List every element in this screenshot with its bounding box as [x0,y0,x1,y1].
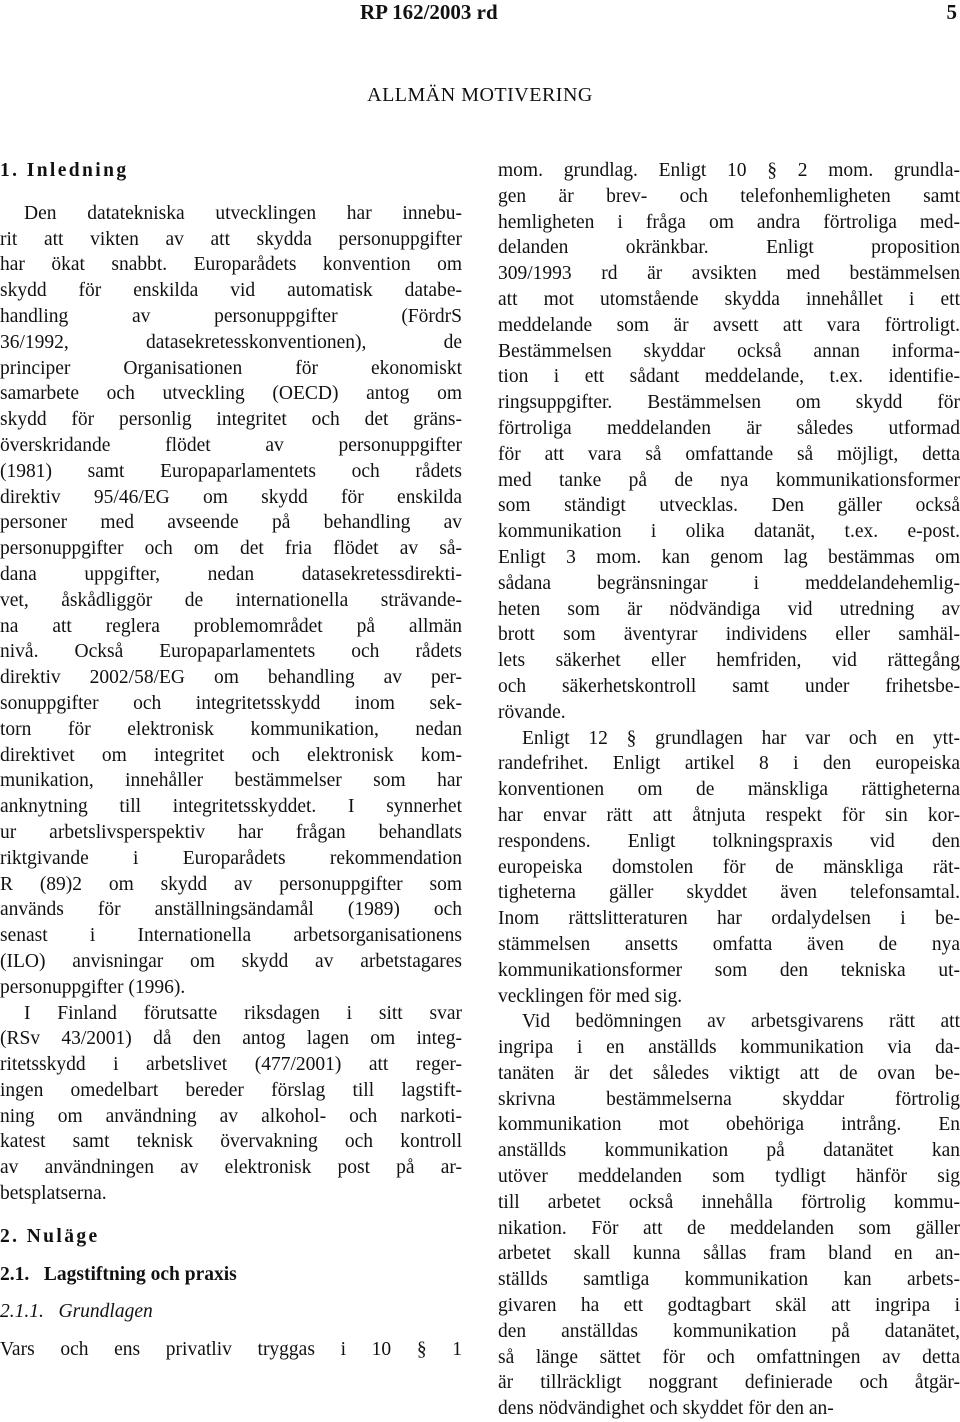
text-line: sådana begränsningar i meddelandehemlig- [498,572,960,594]
text-line: överskridande flödet av personuppgifter [0,434,462,456]
text-line: och säkerhetskontroll samt under frihetsbe- [498,675,960,697]
text-line: för att vara så omfattande så möjligt, detta [498,443,960,465]
text-line: hemligheten i fråga om andra förtroliga med- [498,211,960,233]
right-column [498,158,960,1422]
text-line: skydd för enskilda vid automatisk databe- [0,280,462,302]
paragraph-arbetsgivare [498,1009,960,1422]
text-line: mom. grundlag. Enligt 10 § 2 mom. grundla- [498,160,960,181]
text-line: rövande. [498,701,566,723]
text-line: 309/1993 rd är avsikten med bestämmelsen [498,263,960,285]
subsection-heading-lagstiftning: 2.1. Lagstiftning och praxis [0,1263,237,1285]
text-line: ingen omedelbart bereder förslag till lagstift- [0,1079,462,1101]
text-line: skydd för personlig integritet och det gräns- [0,409,462,431]
text-line: att mot utomstående skydda innehållet i ett [498,288,960,310]
text-line: brott som äventyrar individens eller samhäl- [498,624,960,646]
page-number: 5 [946,0,957,24]
text-line: (RSv 43/2001) då den antog lagen om integ- [0,1028,462,1050]
text-line: na att reglera problemområdet på allmän [0,615,462,637]
text-line: Inom rättslitteraturen har ordalydelsen i be- [498,908,960,930]
text-line: till arbetet också innehålla förtrolig kommu- [498,1191,960,1213]
text-line: Bestämmelsen skyddar också annan informa- [498,340,960,362]
text-line: Enligt 3 mom. kan genom lag bestämmas om [498,546,960,568]
text-line: Den datatekniska utvecklingen har innebu- [24,202,462,224]
text-line: den anställdas kommunikation på datanätet, [498,1320,960,1342]
subsection-heading-grundlagen: 2.1.1. Grundlagen [0,1301,153,1323]
text-line: rit att vikten av att skydda personuppgifter [0,228,462,250]
text-line: europeiska domstolen för de mänskliga rät- [498,856,960,878]
text-line: dana uppgifter, nedan datasekretessdirekti- [0,563,462,585]
document-id: RP 162/2003 rd [360,0,498,24]
text-line: med tanke på de nya kommunikationsformer [498,469,960,491]
text-line: betsplatserna. [0,1183,107,1205]
paragraph-privatliv [0,1337,462,1363]
text-line: givaren ha ett godtagbart skäl att ingripa i [498,1295,960,1317]
text-line: kommunikation mot obehöriga intrång. En [498,1114,960,1136]
text-line: kommunikation i olika datanät, t.ex. e-post. [498,521,960,543]
left-column [0,158,462,1363]
text-line: katest samt teknisk övervakning och kontroll [0,1131,462,1153]
text-line: är tillräckligt noggrant definierade och åtgär- [498,1372,960,1394]
text-line: Vars och ens privatliv tryggas i 10 § 1 [0,1339,462,1361]
text-line: respondens. Enligt tolkningspraxis vid den [498,830,960,852]
text-line: ur arbetslivsperspektiv har frågan behandlats [0,821,462,843]
text-line: nivå. Också Europaparlamentets och rådets [0,641,462,663]
text-line: ställds samtliga kommunikation kan arbets- [498,1269,960,1291]
text-line: ritetsskydd i arbetslivet (477/2001) att reger- [0,1054,462,1076]
text-line: kommunikationsformer som den tekniska ut- [498,959,960,981]
text-line: har envar rätt att åtnjuta respekt för sin kor- [498,804,960,826]
text-line: som ständigt utvecklas. Den gäller också [498,495,960,517]
text-line: förtroliga meddelanden är således utformad [498,417,960,439]
text-line: konventionen om de mänskliga rättigheterna [498,779,960,801]
text-line: riktgivande i Europarådets rekommendation [0,847,462,869]
text-line: utöver meddelanden som tydligt hänför sig [498,1166,960,1188]
text-line: meddelande som är avsett att vara förtroligt. [498,314,960,336]
text-line: skrivna bestämmelserna skyddar förtrolig [498,1088,960,1110]
paragraph-intro [0,201,462,1001]
text-line: vet, åskådliggör de internationella strävande- [0,589,462,611]
text-line: arbetet skall kunna sållas fram bland en an- [498,1243,960,1265]
text-line: tigheterna gäller skyddet även telefonsamtal. [498,882,960,904]
text-line: I Finland förutsatte riksdagen i sitt svar [24,1002,462,1024]
text-line: heten som är nödvändiga vid utredning av [498,598,960,620]
paragraph-grundlag [498,158,960,726]
text-line: Vid bedömningen av arbetsgivarens rätt att [522,1011,960,1033]
text-line: Enligt 12 § grundlagen har var och en ytt- [522,727,960,749]
text-line: 36/1992, datasekretesskonventionen), de [0,331,462,353]
text-line: vecklingen för med sig. [498,985,683,1007]
text-line: senast i Internationella arbetsorganisationens [0,925,462,947]
text-line: direktiv 95/46/EG om skydd för enskilda [0,486,462,508]
text-line: direktivet om integritet och elektronisk kom- [0,744,462,766]
text-line: stämmelsen ansetts omfatta även de nya [498,933,960,955]
text-line: munikation, innehåller bestämmelser som har [0,770,462,792]
text-line: ingripa i en anställds kommunikation via da- [498,1037,960,1059]
text-line: personer med avseende på behandling av [0,512,462,534]
text-line: gen är brev- och telefonhemligheten samt [498,185,960,207]
text-line: lets säkerhet eller hemfriden, vid rättegång [498,650,960,672]
text-line: anställds kommunikation på datanätet kan [498,1140,960,1162]
text-line: sonuppgifter och integritetsskydd inom sek- [0,692,462,714]
text-line: samarbete och utveckling (OECD) antog om [0,383,462,405]
text-line: direktiv 2002/58/EG om behandling av per- [0,667,462,689]
text-line: har ökat snabbt. Europarådets konvention om [0,254,462,276]
text-line: tion i ett sådant meddelande, t.ex. identifie- [498,366,960,388]
text-line: principer Organisationen för ekonomiskt [0,357,462,379]
paragraph-yttrandefrihet [498,726,960,1010]
text-line: personuppgifter och om det fria flödet av så- [0,538,462,560]
text-line: handling av personuppgifter (FördrS [0,305,462,327]
text-line: nikation. För att de meddelanden som gäller [498,1217,960,1239]
document-title: ALLMÄN MOTIVERING [367,84,593,106]
running-header [360,0,960,30]
text-line: ringsuppgifter. Bestämmelsen om skydd för [498,392,960,414]
text-line: tanäten är det således viktigt att de ovan be- [498,1062,960,1084]
section-heading-nulage: 2. Nuläge [0,1225,100,1247]
paragraph-finland [0,1001,462,1207]
text-line: torn för elektronisk kommunikation, nedan [0,718,462,740]
text-line: (1981) samt Europaparlamentets och rådets [0,460,462,482]
section-heading-inledning: 1. Inledning [0,160,129,181]
text-line: ning om användning av alkohol- och narkoti- [0,1105,462,1127]
text-line: dens nödvändighet och skyddet för den an- [498,1398,834,1420]
text-line: randefrihet. Enligt artikel 8 i den europeiska [498,753,960,775]
text-line: av användningen av elektronisk post på ar- [0,1157,462,1179]
text-line: så länge sättet för och omfattningen av detta [498,1346,960,1368]
text-line: personuppgifter (1996). [0,976,186,998]
text-line: R (89)2 om skydd av personuppgifter som [0,873,462,895]
text-line: anknytning till integritetsskyddet. I synnerhet [0,796,462,818]
text-line: (ILO) anvisningar om skydd av arbetstagares [0,950,462,972]
text-line: används för anställningsändamål (1989) och [0,899,462,921]
text-line: delanden okränkbar. Enligt proposition [498,237,960,259]
